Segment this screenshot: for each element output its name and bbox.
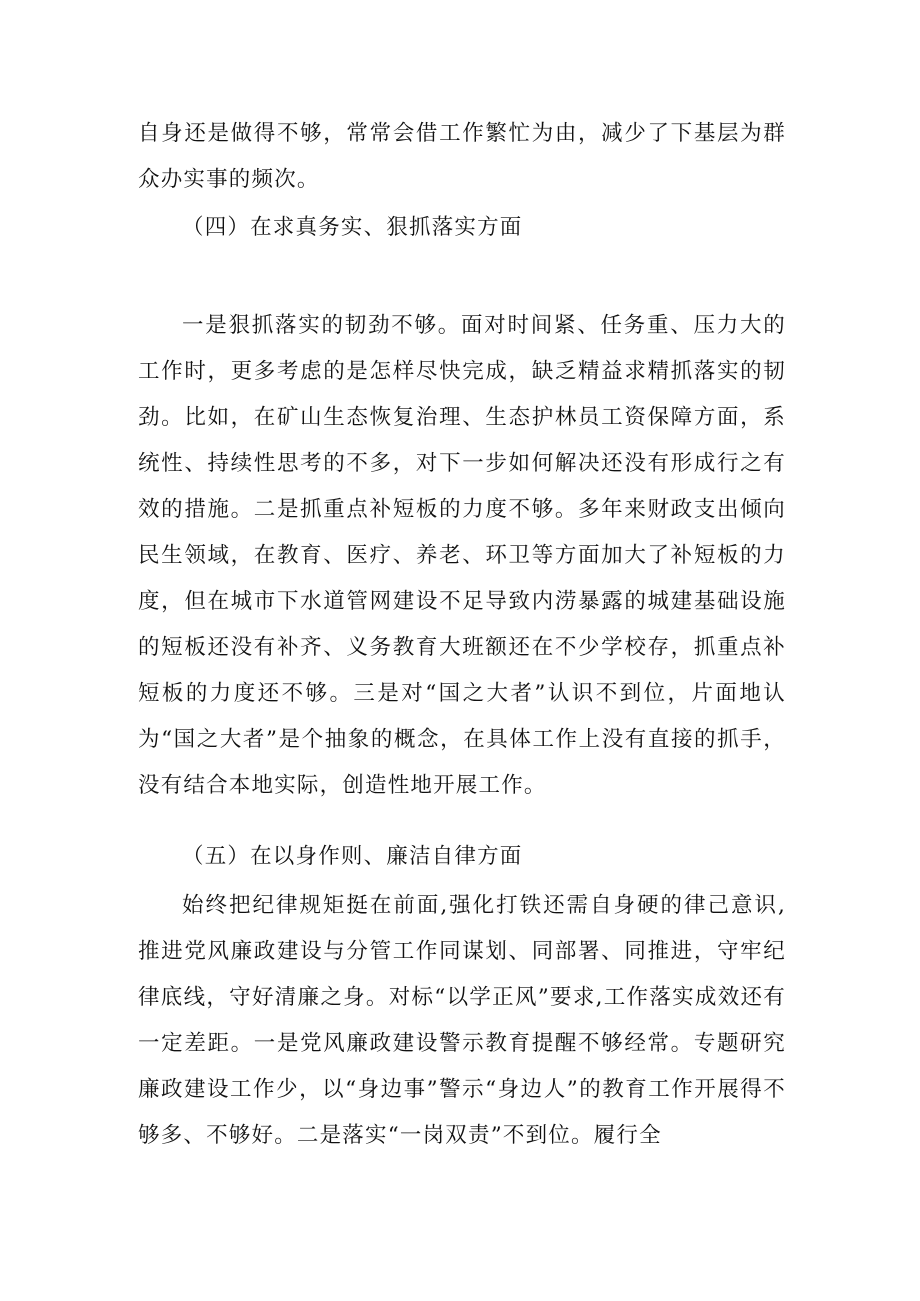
section-5-body-paragraph: 始终把纪律规矩挺在前面,强化打铁还需自身硬的律己意识,推进党风廉政建设与分管工作同谋划、同部署、同推进，守牢纪律底线，守好清廉之身。对标“以学正风”要求,工作落实成效还有一定差距。一是党风廉政建设警示教育提醒不够经常。专题研究廉政建设工作少，以“身边事”警示“身边人”的教育工作开展得不够多、不够好。二是落实“一岗双责”不到位。履行全 (138, 893, 786, 1148)
continuation-paragraph: 自身还是做得不够，常常会借工作繁忙为由，减少了下基层为群众办实事的频次。 (138, 121, 786, 192)
section-4-body-paragraph: 一是狠抓落实的韧劲不够。面对时间紧、任务重、压力大的工作时，更多考虑的是怎样尽快完成，缺乏精益求精抓落实的韧劲。比如，在矿山生态恢复治理、生态护林员工资保障方面，系统性、持续性思考的不多，对下一步如何解决还没有形成行之有效的措施。二是抓重点补短板的力度不够。多年来财政支出倾向民生领域，在教育、医疗、养老、环卫等方面加大了补短板的力度，但在城市下水道管网建设不足导致内涝暴露的城建基础设施的短板还没有补齐、义务教育大班额还在不少学校存，抓重点补短板的力度还不够。三是对“国之大者”认识不到位，片面地认为“国之大者”是个抽象的概念，在具体工作上没有直接的抓手，没有结合本地实际，创造性地开展工作。 (138, 313, 786, 798)
section-5-heading: （五）在以身作则、廉洁自律方面 (182, 844, 523, 869)
section-4-heading: （四）在求真务实、狠抓落实方面 (182, 215, 523, 240)
